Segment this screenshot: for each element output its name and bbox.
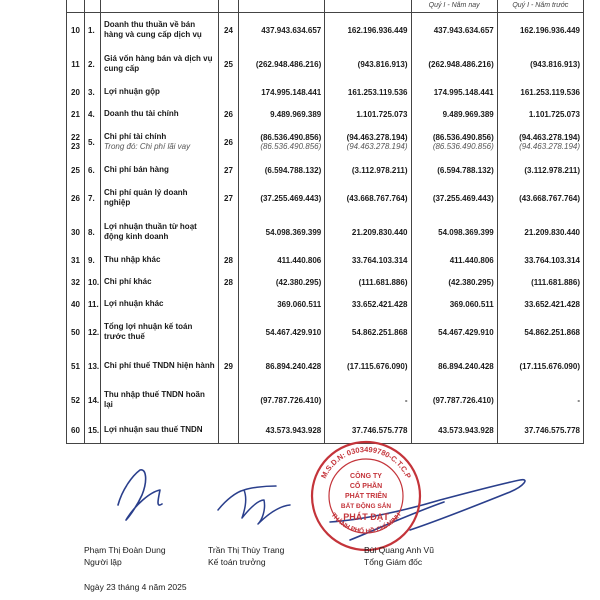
row-index-text: 4. bbox=[88, 109, 95, 119]
accountant-block bbox=[208, 544, 284, 568]
row-value-prior-text: 161.253.119.536 bbox=[347, 87, 408, 97]
row-value-ytd-prior-text: (111.681.886) bbox=[531, 277, 580, 287]
row-item-text: Doanh thu thuần về bán hàng và cung cấp dịch vụ bbox=[104, 20, 202, 39]
row-value-ytd-prior-text: 161.253.119.536 bbox=[520, 87, 580, 97]
preparer-name: Phạm Thị Đoàn Dung bbox=[84, 545, 166, 555]
seal-bottom-text: THÀNH PHỐ HỒ CHÍ MINH bbox=[329, 511, 403, 536]
row-value-ytd-prior-text: 162.196.936.449 bbox=[519, 25, 580, 35]
row-value-prior-text: (43.668.767.764) bbox=[346, 193, 408, 203]
seal-outer-text: M.S.D.N: 0303499780-C.T.C.P bbox=[319, 444, 413, 480]
row-note-text: 24 bbox=[224, 25, 233, 35]
row-value-prior-text: - bbox=[404, 395, 408, 405]
director-block bbox=[364, 544, 434, 568]
row-note-text: 25 bbox=[224, 59, 233, 69]
row-code-text: 22 bbox=[71, 133, 80, 142]
row-item-text: Lợi nhuận khác bbox=[104, 299, 164, 308]
row-index-text: 11. bbox=[88, 299, 99, 309]
row-value-prior-text: 37.746.575.778 bbox=[351, 425, 408, 435]
seal-line4: BẤT ĐỘNG SẢN bbox=[340, 503, 392, 510]
prior-period-header: Quý I - Năm trước bbox=[497, 0, 583, 13]
row-code-text: 32 bbox=[71, 277, 80, 287]
row-value-prior-text: 33.764.103.314 bbox=[351, 255, 408, 265]
row-item-text: Doanh thu tài chính bbox=[104, 109, 179, 118]
row-code-text: 30 bbox=[71, 227, 80, 237]
row-code-text: 20 bbox=[71, 87, 80, 97]
row-value-ytd-current-text: (262.948.486.216) bbox=[428, 59, 494, 69]
row-item-text: Lợi nhuận sau thuế TNDN bbox=[104, 425, 203, 434]
row-item-text: Chi phí khác bbox=[104, 277, 152, 286]
row-value-ytd-current-text: 174.995.148.441 bbox=[433, 87, 494, 97]
row-value-ytd-prior-text: 33.764.103.314 bbox=[524, 255, 580, 265]
row-value-ytd-current-text: 86.894.240.428 bbox=[438, 361, 494, 371]
row-index-text: 5. bbox=[88, 137, 95, 147]
row-code-text: 10 bbox=[71, 25, 80, 35]
row-index-text: 14. bbox=[88, 395, 100, 405]
row-value-current-text: 54.467.429.910 bbox=[265, 327, 322, 337]
row-value-ytd-prior-text: 33.652.421.428 bbox=[524, 299, 580, 309]
row-value-ytd-current-text: 9.489.969.389 bbox=[442, 109, 494, 119]
seal-line1: CÔNG TY bbox=[350, 473, 382, 480]
row-value-current-text: 9.489.969.389 bbox=[270, 109, 322, 119]
row-index-text: 10. bbox=[88, 277, 100, 287]
row-value-current-text: 369.060.511 bbox=[277, 299, 322, 309]
row-item-text: Giá vốn hàng bán và dịch vụ cung cấp bbox=[104, 54, 213, 73]
row-item-text: Lợi nhuận thuần từ hoạt động kinh doanh bbox=[104, 222, 197, 241]
row-note-text: 27 bbox=[224, 165, 233, 175]
row-code-text: 26 bbox=[71, 193, 80, 203]
seal-line5: PHÁT ĐẠT bbox=[343, 512, 389, 522]
row-item-text: Chi phí quản lý doanh nghiệp bbox=[104, 188, 188, 207]
row-value-ytd-prior-text: (43.668.767.764) bbox=[519, 193, 580, 203]
accountant-name: Trần Thị Thùy Trang bbox=[208, 545, 285, 555]
row-value-prior-sub-text: (94.463.278.194) bbox=[346, 142, 408, 151]
row-index-text: 9. bbox=[88, 255, 95, 265]
row-value-ytd-prior-sub-text: (94.463.278.194) bbox=[519, 142, 580, 151]
preparer-signature bbox=[118, 470, 162, 520]
row-code-text: 31 bbox=[71, 255, 80, 265]
row-item-sub-text: Trong đó: Chi phí lãi vay bbox=[104, 142, 191, 151]
row-value-current-text: (42.380.295) bbox=[275, 277, 322, 287]
row-value-ytd-current-text: 411.440.806 bbox=[449, 255, 494, 265]
row-value-ytd-prior-text: 21.209.830.440 bbox=[524, 227, 580, 237]
row-value-ytd-current-text: (6.594.788.132) bbox=[437, 165, 494, 175]
row-value-current-text: 43.573.943.928 bbox=[265, 425, 322, 435]
row-code-text: 11 bbox=[71, 59, 80, 69]
row-code-text: 52 bbox=[71, 395, 80, 405]
director-role: Tổng Giám đốc bbox=[364, 557, 423, 567]
row-value-ytd-prior-text: (943.816.913) bbox=[530, 59, 580, 69]
row-code-text: 21 bbox=[71, 109, 80, 119]
preparer-role: Người lập bbox=[84, 557, 122, 567]
row-index-text: 12. bbox=[88, 327, 100, 337]
row-code-text: 60 bbox=[71, 425, 80, 435]
report-date: Ngày 23 tháng 4 năm 2025 bbox=[84, 582, 187, 592]
row-note-text: 26 bbox=[224, 109, 233, 119]
row-value-current-text: 437.943.634.657 bbox=[261, 25, 322, 35]
row-value-current-text: (97.787.726.410) bbox=[260, 395, 322, 405]
row-note-text: 28 bbox=[224, 277, 233, 287]
row-index-text: 2. bbox=[88, 59, 95, 69]
row-value-prior-text: 33.652.421.428 bbox=[351, 299, 408, 309]
row-value-ytd-prior-text: (94.463.278.194) bbox=[519, 133, 580, 142]
director-name: Bùi Quang Anh Vũ bbox=[364, 545, 434, 555]
row-value-prior-text: (94.463.278.194) bbox=[346, 133, 408, 142]
row-note-text: 28 bbox=[224, 255, 233, 265]
row-value-ytd-prior-text: 1.101.725.073 bbox=[528, 109, 580, 119]
row-value-current-text: 411.440.806 bbox=[277, 255, 322, 265]
row-value-prior-text: 1.101.725.073 bbox=[356, 109, 408, 119]
row-index-text: 7. bbox=[88, 193, 95, 203]
row-value-current-text: (6.594.788.132) bbox=[264, 165, 322, 175]
row-value-ytd-current-text: 54.467.429.910 bbox=[438, 327, 494, 337]
row-note-text: 29 bbox=[224, 361, 233, 371]
row-value-ytd-prior-text: (3.112.978.211) bbox=[524, 165, 580, 175]
preparer-block bbox=[84, 544, 166, 568]
row-code-sub-text: 23 bbox=[71, 142, 80, 151]
row-item-text: Lợi nhuận gộp bbox=[104, 87, 160, 96]
row-value-prior-text: (17.115.676.090) bbox=[347, 361, 408, 371]
row-value-ytd-prior-text: 37.746.575.778 bbox=[524, 425, 580, 435]
row-index-text: 6. bbox=[88, 165, 95, 175]
company-seal bbox=[308, 438, 424, 554]
accountant-signature bbox=[218, 486, 290, 524]
row-value-ytd-current-text: 54.098.369.399 bbox=[438, 227, 494, 237]
row-value-current-text: 54.098.369.399 bbox=[265, 227, 322, 237]
row-value-ytd-current-text: 437.943.634.657 bbox=[433, 25, 494, 35]
row-value-current-text: (37.255.469.443) bbox=[260, 193, 322, 203]
row-value-current-text: (262.948.486.216) bbox=[255, 59, 322, 69]
row-index-text: 15. bbox=[88, 425, 100, 435]
row-value-prior-text: 21.209.830.440 bbox=[351, 227, 408, 237]
row-value-ytd-prior-text: (17.115.676.090) bbox=[519, 361, 580, 371]
row-note-text: 27 bbox=[224, 193, 233, 203]
row-item-text: Thu nhập thuế TNDN hoãn lại bbox=[104, 390, 205, 409]
row-value-ytd-prior-text: - bbox=[577, 395, 580, 405]
row-value-ytd-current-text: (86.536.490.856) bbox=[432, 133, 494, 142]
accountant-role: Kế toán trưởng bbox=[208, 557, 266, 567]
row-index-text: 8. bbox=[88, 227, 95, 237]
row-value-ytd-current-text: (97.787.726.410) bbox=[432, 395, 494, 405]
row-item-text: Chi phí tài chính bbox=[104, 132, 167, 141]
row-value-current-text: 174.995.148.441 bbox=[261, 87, 322, 97]
seal-line3: PHÁT TRIỂN bbox=[345, 493, 387, 500]
row-item-text: Tổng lợi nhuận kế toán trước thuế bbox=[104, 322, 193, 341]
row-code-text: 50 bbox=[71, 327, 80, 337]
row-value-ytd-current-sub-text: (86.536.490.856) bbox=[432, 142, 494, 151]
row-value-current-text: (86.536.490.856) bbox=[260, 133, 322, 142]
row-item-text: Chi phí bán hàng bbox=[104, 165, 169, 174]
row-code-text: 25 bbox=[71, 165, 80, 175]
row-item-text: Thu nhập khác bbox=[104, 255, 161, 264]
row-value-ytd-current-text: 369.060.511 bbox=[449, 299, 494, 309]
row-index-text: 3. bbox=[88, 87, 95, 97]
seal-line2: CỔ PHẦN bbox=[349, 483, 383, 490]
row-value-ytd-current-text: (42.380.295) bbox=[448, 277, 494, 287]
row-value-prior-text: (3.112.978.211) bbox=[351, 165, 408, 175]
row-value-ytd-current-text: (37.255.469.443) bbox=[432, 193, 494, 203]
row-value-current-sub-text: (86.536.490.856) bbox=[260, 142, 322, 151]
row-item-text: Chi phí thuế TNDN hiện hành bbox=[104, 361, 215, 370]
row-note-text: 26 bbox=[224, 137, 233, 147]
row-value-prior-text: (111.681.886) bbox=[358, 277, 408, 287]
row-value-current-text: 86.894.240.428 bbox=[265, 361, 322, 371]
row-value-ytd-current-text: 43.573.943.928 bbox=[438, 425, 494, 435]
row-index-text: 1. bbox=[88, 25, 95, 35]
row-code-text: 51 bbox=[71, 361, 80, 371]
current-period-header: Quý I - Năm nay bbox=[411, 0, 497, 13]
row-index-text: 13. bbox=[88, 361, 100, 371]
row-value-prior-text: 54.862.251.868 bbox=[351, 327, 408, 337]
row-value-ytd-prior-text: 54.862.251.868 bbox=[524, 327, 580, 337]
row-code-text: 40 bbox=[71, 299, 80, 309]
row-value-prior-text: 162.196.936.449 bbox=[347, 25, 408, 35]
row-value-prior-text: (943.816.913) bbox=[357, 59, 408, 69]
